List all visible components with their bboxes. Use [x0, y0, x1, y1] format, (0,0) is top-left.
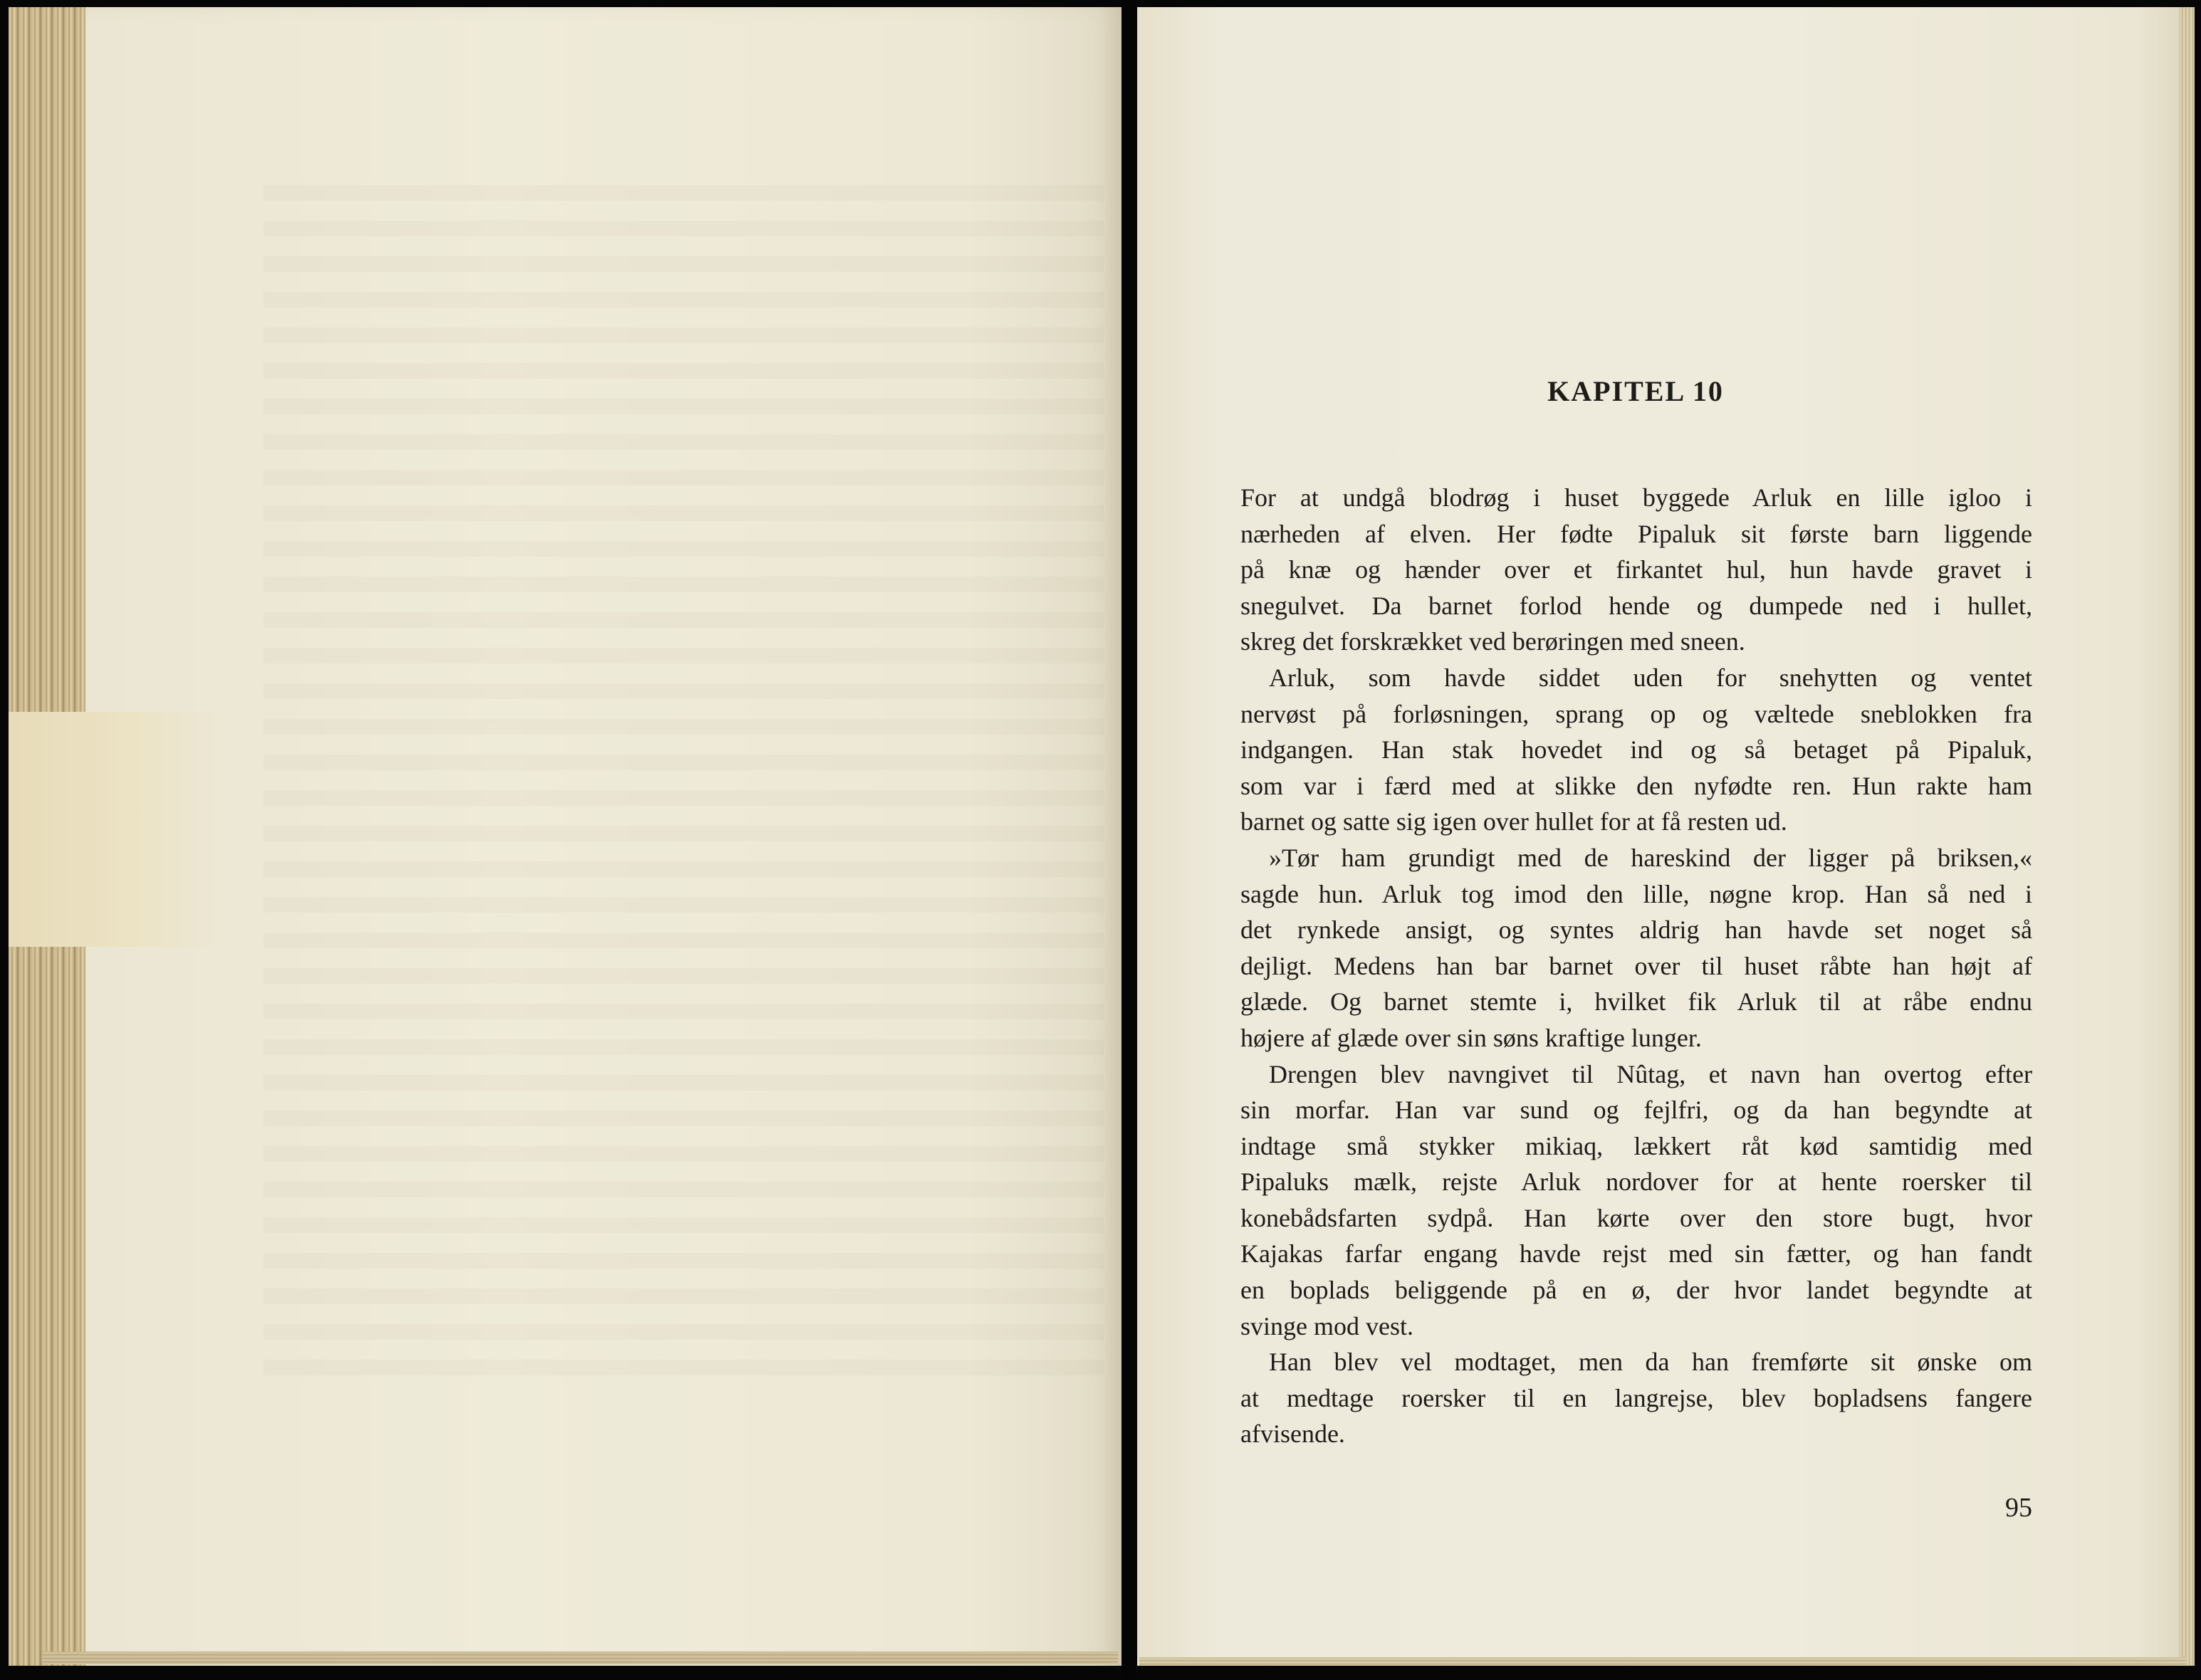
bleed-through-text: [263, 185, 1104, 1395]
text-line: det rynkede ansigt, og syntes aldrig han havde set noget så: [1240, 915, 2032, 945]
text-line: Pipaluks mælk, rejste Arluk nordover for at hente roersker til: [1240, 1167, 2032, 1197]
text-line: afvisende.: [1240, 1419, 1345, 1449]
text-line: konebådsfarten sydpå. Han kørte over den store bugt, hvor: [1240, 1203, 2032, 1232]
text-line: på knæ og hænder over et firkantet hul, hun havde gravet i: [1240, 555, 2032, 584]
page-number: 95: [2005, 1493, 2032, 1523]
text-line: sagde hun. Arluk tog imod den lille, nøgne krop. Han så ned i: [1240, 879, 2032, 908]
book-spine: [1122, 0, 1137, 1680]
text-line: sin morfar. Han var sund og fejlfri, og da han begyndte at: [1240, 1096, 2032, 1125]
text-line: glæde. Og barnet stemte i, hvilket fik Arluk til at råbe endnu: [1240, 987, 2032, 1017]
text-line: indtage små stykker mikiaq, lækkert råt kød samtidig med: [1240, 1131, 2032, 1160]
text-line: skreg det forskrækket ved berøringen med sneen.: [1240, 627, 1745, 656]
text-line: Drengen blev navngivet til Nûtag, et navn han overtog efter: [1269, 1059, 2032, 1088]
left-bottom-edge: [43, 1652, 1118, 1664]
text-line: barnet og satte sig igen over hullet for at få resten ud.: [1240, 807, 1787, 836]
text-line: Han blev vel modtaget, men da han fremførte sit ønske om: [1269, 1348, 2032, 1377]
right-bottom-edge: [1139, 1657, 2186, 1666]
text-line: snegulvet. Da barnet forlod hende og dumpede ned i hullet,: [1240, 591, 2032, 620]
right-page-edges: [2179, 7, 2195, 1666]
page-marker-tab: [9, 712, 215, 947]
text-line: dejligt. Medens han bar barnet over til huset råbte han højt af: [1240, 951, 2032, 980]
chapter-title: KAPITEL 10: [1547, 375, 1724, 407]
text-line: svinge mod vest.: [1240, 1311, 1413, 1340]
text-line: indgangen. Han stak hovedet ind og så betaget på Pipaluk,: [1240, 735, 2032, 765]
text-line: at medtage roersker til en langrejse, blev bopladsens fangere: [1240, 1383, 2032, 1412]
text-line: »Tør ham grundigt med de hareskind der ligger på briksen,«: [1269, 843, 2032, 872]
text-line: nærheden af elven. Her fødte Pipaluk sit første barn liggende: [1240, 519, 2032, 548]
text-line: Kajakas farfar engang havde rejst med sin fætter, og han fandt: [1240, 1239, 2032, 1269]
text-line: nervøst på forløsningen, sprang op og væltede sneblokken fra: [1240, 699, 2032, 728]
text-line: som var i færd med at slikke den nyfødte ren. Hun rakte ham: [1240, 771, 2032, 800]
left-page-blank: [85, 7, 1122, 1666]
text-line: For at undgå blodrøg i huset byggede Arluk en lille igloo i: [1240, 483, 2032, 512]
chapter-body-text: [1240, 480, 2032, 1452]
text-line: en boplads beliggende på en ø, der hvor landet begyndte at: [1240, 1276, 2032, 1305]
text-line: højere af glæde over sin søns kraftige lunger.: [1240, 1023, 1702, 1052]
text-line: Arluk, som havde siddet uden for snehytten og ventet: [1269, 663, 2032, 692]
